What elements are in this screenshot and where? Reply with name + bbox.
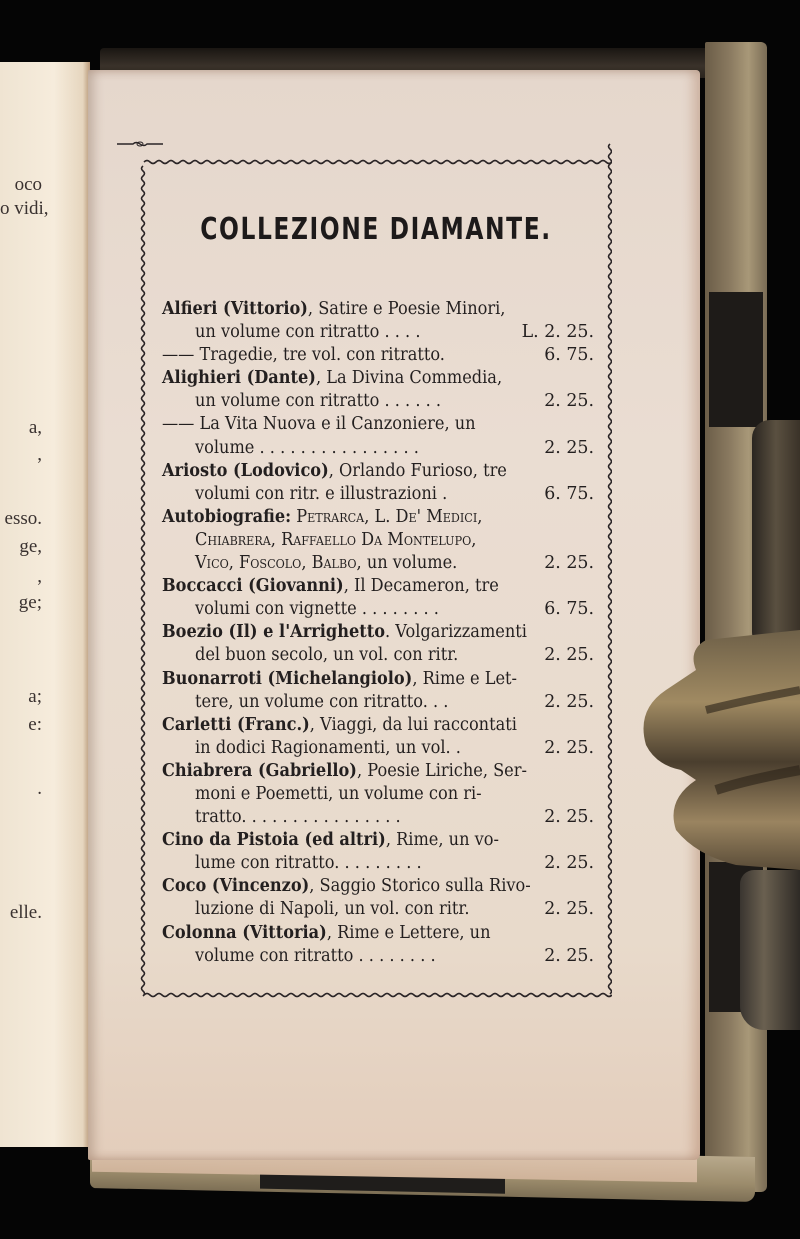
left-facing-page [0, 62, 90, 1147]
left-page-text-fragment: . [37, 778, 42, 799]
entry-price: 6. 75. [544, 345, 594, 366]
catalogue-title: COLLEZIONE DIAMANTE. [200, 212, 552, 247]
author-name: Colonna (Vittoria) [162, 922, 327, 943]
author-name: Boccacci (Giovanni) [162, 576, 344, 597]
catalogue-entry [162, 875, 594, 921]
entry-line [162, 298, 594, 321]
catalogue-entry [162, 922, 594, 968]
left-page-text-fragment: , [37, 444, 42, 465]
author-name: Cino da Pistoia (ed altri) [162, 830, 386, 851]
left-page-text-fragment: a; [28, 686, 42, 707]
entry-description: —— La Vita Nuova e il Canzoniere, un [162, 414, 476, 435]
entry-description: , Il Decameron, tre [343, 576, 499, 597]
entry-price: L. 2. 25. [521, 322, 594, 343]
catalogue-entries [162, 298, 594, 968]
catalogue-entry [162, 714, 594, 760]
author-name: Boezio (Il) e l'Arrighetto [162, 622, 385, 643]
entry-description: —— Tragedie, tre vol. con ritratto. [162, 345, 445, 366]
cover-dark-band [709, 292, 763, 427]
left-page-text-fragment: ge, [19, 536, 42, 557]
entry-line [162, 321, 594, 344]
entry-description: un volume con ritratto . . . . [195, 322, 421, 343]
catalogue-entry [162, 460, 594, 506]
author-name: Alighieri (Dante) [162, 368, 316, 389]
entry-price: 2. 25. [544, 553, 594, 574]
entry-description: moni e Poemetti, un volume con ri- [195, 783, 482, 804]
entry-line [162, 760, 594, 783]
left-page-text-fragment: , [37, 566, 42, 587]
entry-description: , Poesie Liriche, Ser- [356, 760, 527, 781]
catalogue-entry [162, 668, 594, 714]
entry-description: lume con ritratto. . . . . . . . . [195, 853, 422, 874]
entry-description: un volume. [361, 553, 458, 574]
left-page-text-fragment: elle. [9, 902, 42, 923]
entry-line [162, 552, 594, 575]
entry-line [162, 483, 594, 506]
author-name: Autobiografie: [162, 506, 292, 527]
brass-clasp-icon [636, 630, 800, 870]
entry-description: tratto. . . . . . . . . . . . . . . . [195, 807, 401, 828]
title-ornament-icon [117, 140, 163, 148]
catalogue-entry [162, 367, 594, 413]
entry-authors-smallcaps: Chiabrera, Raffaello Da Montelupo, [195, 529, 477, 550]
entry-description: , La Divina Commedia, [315, 368, 503, 389]
entry-price: 6. 75. [544, 599, 594, 620]
entry-price: 2. 25. [544, 391, 594, 412]
author-name: Alfieri (Vittorio) [162, 299, 308, 319]
catalogue-entry [162, 344, 594, 367]
entry-description: volume con ritratto . . . . . . . . [195, 945, 436, 966]
entry-line [162, 668, 594, 691]
entry-line [162, 898, 594, 921]
entry-line [162, 737, 594, 760]
entry-description: in dodici Ragionamenti, un vol. . [195, 737, 461, 758]
entry-line [162, 367, 594, 390]
entry-line [162, 691, 594, 714]
entry-line [162, 945, 594, 968]
entry-line [162, 529, 594, 552]
entry-description: tere, un volume con ritratto. . . [195, 691, 449, 712]
left-page-text-fragment: esso. [4, 508, 42, 529]
entry-line [162, 875, 594, 898]
entry-description: , Rime e Lettere, un [326, 922, 491, 943]
entry-description: . Volgarizzamenti [384, 622, 527, 643]
brass-clasp-lower [740, 870, 800, 1030]
left-page-text-fragment: e: [28, 714, 42, 735]
entry-authors-smallcaps: Vico, Foscolo, Balbo, [195, 553, 362, 574]
ornamental-border [140, 140, 612, 1002]
author-name: Carletti (Franc.) [162, 714, 310, 735]
catalogue-entry [162, 506, 594, 575]
catalogue-entry [162, 413, 594, 459]
entry-line [162, 829, 594, 852]
entry-line [162, 460, 594, 483]
entry-line [162, 598, 594, 621]
catalogue-entry [162, 760, 594, 829]
catalogue-entry [162, 575, 594, 621]
author-name: Chiabrera (Gabriello) [162, 760, 357, 781]
entry-price: 2. 25. [544, 853, 594, 874]
entry-line [162, 390, 594, 413]
entry-description: luzione di Napoli, un vol. con ritr. [195, 899, 470, 920]
entry-price: 2. 25. [544, 807, 594, 828]
entry-line [162, 806, 594, 829]
author-name: Coco (Vincenzo) [162, 876, 310, 897]
entry-price: 6. 75. [544, 483, 594, 504]
entry-line [162, 575, 594, 598]
entry-line [162, 506, 594, 529]
entry-line [162, 437, 594, 460]
left-page-text-fragment: oco [14, 174, 42, 195]
entry-description: , Orlando Furioso, tre [328, 460, 507, 481]
entry-line [162, 852, 594, 875]
entry-line [162, 644, 594, 667]
entry-description: del buon secolo, un vol. con ritr. [195, 645, 459, 666]
entry-line [162, 783, 594, 806]
left-page-text-fragment: o vidi, [0, 198, 49, 219]
entry-line [162, 413, 594, 436]
brass-clasp-upper [752, 420, 800, 650]
entry-description: volumi con ritr. e illustrazioni . [195, 483, 448, 504]
entry-line [162, 714, 594, 737]
entry-description: un volume con ritratto . . . . . . [195, 391, 442, 412]
catalogue-entry [162, 829, 594, 875]
entry-price: 2. 25. [544, 645, 594, 666]
entry-price: 2. 25. [544, 945, 594, 966]
entry-line [162, 922, 594, 945]
author-name: Ariosto (Lodovico) [162, 460, 329, 481]
entry-line [162, 344, 594, 367]
entry-description: volumi con vignette . . . . . . . . [195, 599, 439, 620]
left-page-text-fragment: a, [28, 417, 42, 438]
entry-price: 2. 25. [544, 437, 594, 458]
entry-description: volume . . . . . . . . . . . . . . . . [195, 437, 419, 458]
entry-price: 2. 25. [544, 899, 594, 920]
entry-price: 2. 25. [544, 691, 594, 712]
left-page-text-fragment: ge; [18, 592, 42, 613]
author-name: Buonarroti (Michelangiolo) [162, 668, 413, 689]
entry-authors-smallcaps: Petrarca, L. De' Medici, [291, 506, 483, 527]
entry-line [162, 621, 594, 644]
entry-description: , Satire e Poesie Minori, [307, 299, 506, 319]
entry-description: , Viaggi, da lui raccontati [309, 714, 517, 735]
entry-description: , Saggio Storico sulla Rivo- [309, 876, 531, 897]
catalogue-entry [162, 298, 594, 344]
entry-description: , Rime, un vo- [385, 830, 499, 851]
entry-description: , Rime e Let- [412, 668, 518, 689]
catalogue-entry [162, 621, 594, 667]
entry-price: 2. 25. [544, 737, 594, 758]
